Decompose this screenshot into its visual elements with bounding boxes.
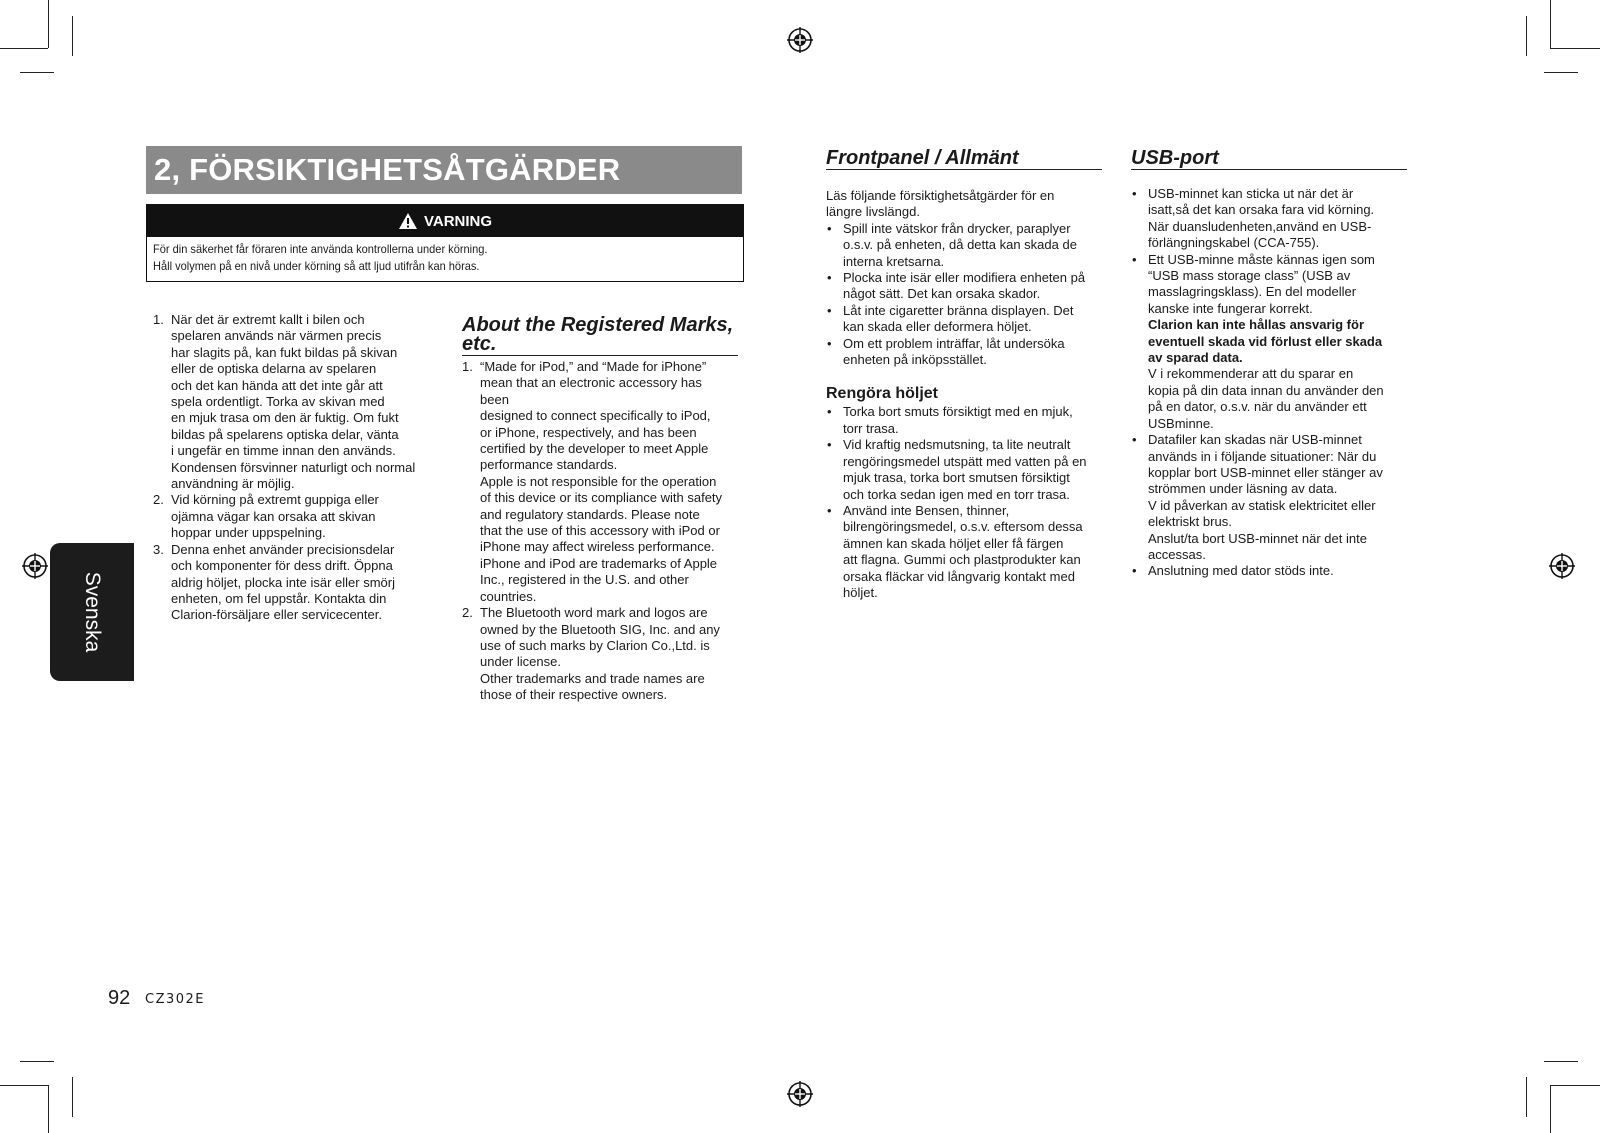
crop-mark [1550,1085,1551,1133]
crop-mark [20,1061,54,1062]
warning-header-label: VARNING [423,212,493,230]
usb-list [1131,186,1407,580]
list-item: • Torka bort smuts försiktigt med en mjuk, torr trasa. [826,404,1102,437]
heading-line: etc. [462,333,497,355]
list-item [462,605,738,703]
usb-item2-bold: Clarion kan inte hållas ansvarig för eventuell skada vid förlust eller skada av sparad data. [1148,317,1383,366]
registered-marks-heading [462,316,738,356]
crop-mark [1526,16,1527,56]
list-text: När det är extremt kallt i bilen och spelaren används när värmen precis har slagits på, kan fukt bildas på skivan eller de optiska delarna av spelaren och det kan hända att det inte går att spela ordentligt. Torka av skivan med en mjuk trasa om den är fuktig. Om fukt bildas på spelarens optiska delar, vänta i ungefär en timme innan den används. Kondensen försvinner naturligt och normal användning är möjlig. [171,312,416,492]
precaution-list [153,312,443,624]
warning-line: För din säkerhet får föraren inte använda kontrollerna under körning. [153,242,488,256]
page-number: 92 [108,987,131,1009]
warning-line: Håll volymen på en nivå under körning så att ljud utifrån kan höras. [153,259,480,273]
registration-mark-icon [787,27,813,53]
list-item [462,359,738,605]
crop-mark [1526,1077,1527,1117]
list-item: • Använd inte Bensen, thinner, bilrengöringsmedel, o.s.v. eftersom dessa ämnen kan skada höljet eller få färgen att flagna. Gummi och plastprodukter kan orsaka fläckar vid långvarig kontakt med höljet. [826,503,1102,601]
registration-mark-icon [22,553,48,579]
list-text: The Bluetooth word mark and logos are owned by the Bluetooth SIG, Inc. and any use of such marks by Clarion Co.,Ltd. is under license. Other trademarks and trade names are those of their respective owners. [480,605,720,703]
list-text: Vid körning på extremt guppiga eller ojämna vägar kan orsaka att skivan hoppar under uppspelning. [171,492,379,541]
list-text: “Made for iPod,” and “Made for iPhone” mean that an electronic accessory has been designed to connect specifically to iPod, or iPhone, respectively, and has been certified by the developer to meet Apple performance standards. Apple is not responsible for the operation of this device or its compliance with safety and regulatory standards. Please note that the use of this accessory with iPod or iPhone may affect wireless performance. iPhone and iPod are trademarks of Apple Inc., registered in the U.S. and other countries. [480,359,723,604]
list-item [153,492,443,541]
list-item: • Vid kraftig nedsmutsning, ta lite neutralt rengöringsmedel utspätt med vatten på en mjuk trasa, torka bort smutsen försiktigt och torka sedan igen med en torr trasa. [826,437,1102,503]
list-item: • Plocka inte isär eller modifiera enheten på något sätt. Det kan orsaka skador. [826,270,1102,303]
crop-mark [48,1085,49,1133]
registration-mark-icon [787,1081,813,1107]
list-item: • Anslutning med dator stöds inte. [1131,563,1407,579]
list-number: 1. [153,312,164,327]
list-item [153,542,443,624]
list-item [153,312,443,492]
list-number: 2. [462,605,473,621]
side-tab-label: Svenska [81,571,104,653]
page-title: 2, FÖRSIKTIGHETSÅTGÄRDER [146,146,742,194]
left-column [153,312,443,624]
list-item: • Låt inte cigaretter bränna displayen. Det kan skada eller deformera höljet. [826,303,1102,336]
list-item: • Datafiler kan skadas när USB-minnet används in i följande situationer: När du kopplar bort USB-minnet eller stänger av strömmen under läsning av data. V id påverkan av statisk elektricitet eller elektriskt brus. Anslut/ta bort USB-minnet när det inte accessas. [1131,432,1407,563]
frontpanel-heading: Frontpanel / Allmänt [826,149,1102,170]
warning-triangle-icon [398,212,418,230]
crop-mark [0,48,48,49]
clean-heading: Rengöra höljet [826,385,939,403]
list-item [1131,252,1407,432]
list-text: Denna enhet använder precisionsdelar och komponenter för dess drift. Öppna aldrig höljet, plocka inte isär eller smörj enheten, om fel uppstår. Kontakta din Clarion-försäljare eller servicecenter. [171,541,395,623]
usb-section [1131,149,1407,580]
list-item: • USB-minnet kan sticka ut när det är isatt,så det kan orsaka fara vid körning. När duansludenheten,använd en USB- förlängningskabel (CCA-755). [1131,186,1407,252]
registered-marks-section [462,316,738,704]
heading-line: About the Registered Marks, [462,314,734,336]
language-side-tab [50,543,134,681]
frontpanel-list [826,221,1102,369]
crop-mark [1550,48,1600,49]
list-item: • Om ett problem inträffar, låt undersöka enheten på inköpsstället. [826,336,1102,369]
crop-mark [1550,0,1551,48]
model-name: CZ302E [145,992,206,1007]
registration-mark-icon [1549,553,1575,579]
crop-mark [1550,1085,1600,1086]
crop-mark [72,1077,73,1117]
clean-list [826,404,1102,601]
crop-mark [1544,1061,1578,1062]
warning-header [147,205,743,237]
crop-mark [20,72,54,73]
frontpanel-intro: Läs följande försiktighetsåtgärder för en längre livslängd. [826,188,1055,220]
list-number: 3. [153,541,164,557]
crop-mark [72,16,73,56]
warning-text [147,237,743,275]
crop-mark [48,0,49,48]
crop-mark [0,1085,48,1086]
usb-heading: USB-port [1131,149,1407,170]
frontpanel-section [826,149,1102,601]
warning-box [146,204,744,282]
list-number: 1. [462,359,473,374]
list-number: 2. [153,492,164,508]
crop-mark [1544,72,1578,73]
usb-item2-text: • Ett USB-minne måste kännas igen som “USB mass storage class” (USB av masslagringsklass). En del modeller kanske inte fungerar korrekt. [1148,251,1375,316]
list-item: • Spill inte vätskor från drycker, paraplyer o.s.v. på enheten, då detta kan skada de interna kretsarna. [826,221,1102,270]
registered-marks-list [462,359,738,704]
usb-item2-after: V i rekommenderar att du sparar en kopia på din data innan du använder den på en dator, o.s.v. när du använder ett USBminne. [1148,366,1384,431]
